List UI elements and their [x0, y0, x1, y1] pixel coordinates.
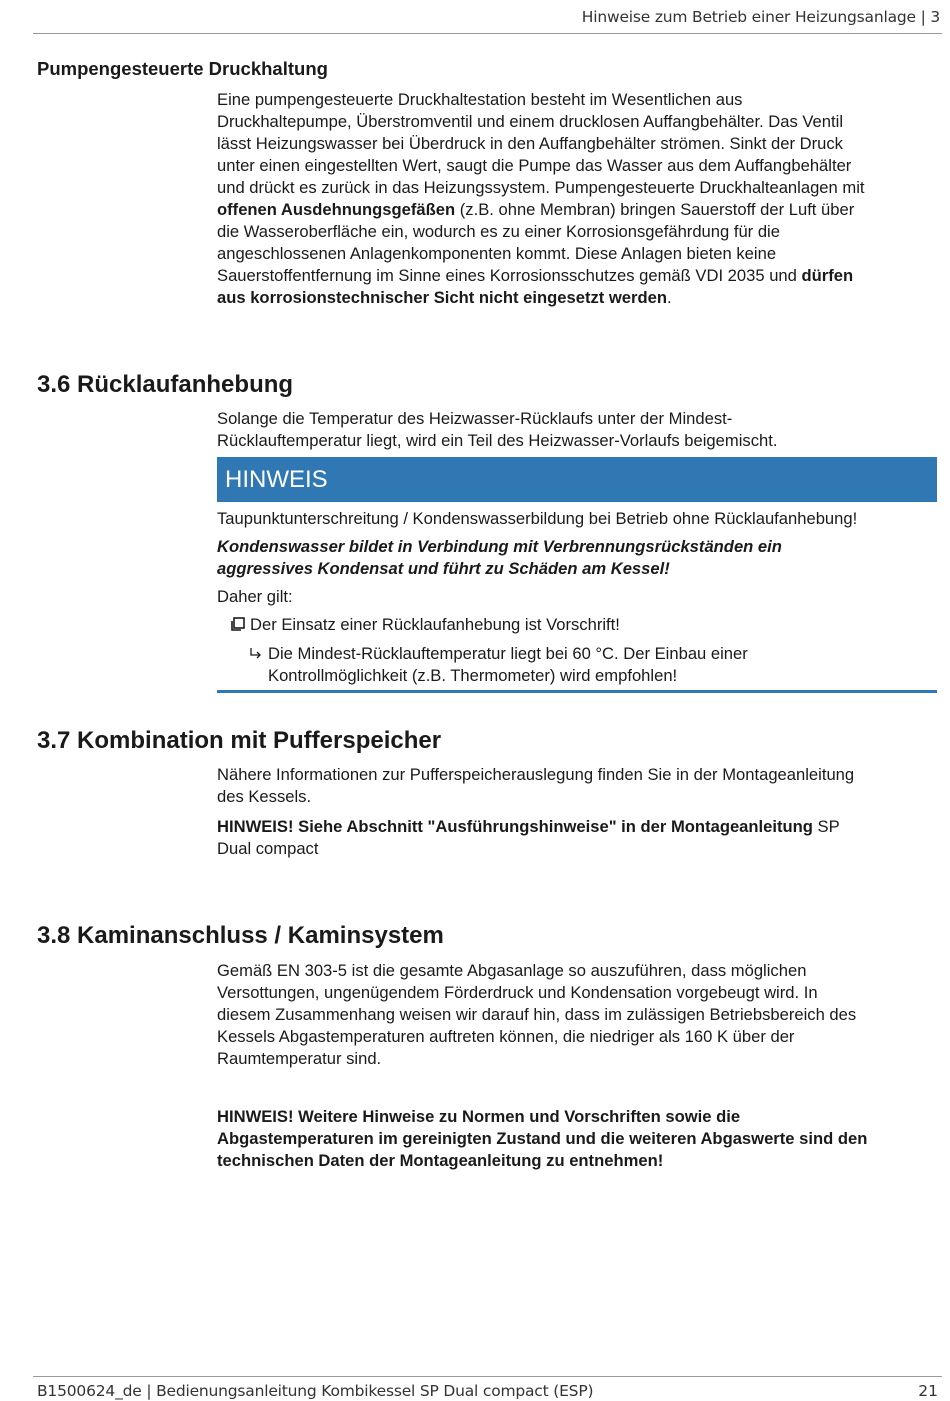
text-line: Dual compact [217, 839, 319, 858]
text-line: aggressives Kondensat und führt zu Schäden am Kessel! [217, 559, 670, 578]
bold-phrase: aus korrosionstechnischer Sicht nicht eingesetzt werden [217, 288, 667, 307]
checkbox-icon [231, 617, 245, 631]
notice-text: Taupunktunterschreitung / Kondenswasserbildung bei Betrieb ohne Rücklaufanhebung! [217, 509, 858, 528]
page-header-title: Hinweise zum Betrieb einer Heizungsanlage | 3 [581, 8, 940, 26]
section-3-8-text [217, 960, 937, 1070]
text-line: diesem Zusammenhang weisen wir darauf hin, dass im zulässigen Betriebsbereich des [217, 1005, 857, 1024]
section-3-7-text [217, 764, 937, 808]
text-line: Die Mindest-Rücklauftemperatur liegt bei 60 °C. Der Einbau einer [268, 644, 748, 663]
footer-document-info: B1500624_de | Bedienungsanleitung Kombikessel SP Dual compact (ESP) [37, 1382, 594, 1400]
bold-phrase: dürfen [801, 266, 854, 285]
notice-banner: HINWEIS [217, 457, 937, 502]
section-heading-3-6: 3.6 Rücklaufanhebung [37, 371, 294, 398]
text-line: Kessels Abgastemperaturen auftreten können, die niedriger als 160 K über der [217, 1027, 795, 1046]
text-line: Kontrollmöglichkeit (z.B. Thermometer) wird empfohlen! [268, 666, 678, 685]
notice-bottom-divider [217, 690, 937, 693]
result-text [268, 643, 928, 687]
text-line [217, 816, 937, 838]
text-line: des Kessels. [217, 787, 312, 806]
header-divider [33, 33, 942, 34]
text-line [217, 199, 937, 221]
text-span: (z.B. ohne Membran) bringen Sauerstoff der Luft über [455, 200, 855, 219]
text-line: Solange die Temperatur des Heizwasser-Rücklaufs unter der Mindest- [217, 409, 733, 428]
section-3-7-hint [217, 816, 937, 860]
text-line [217, 287, 937, 309]
text-line: angeschlossenen Anlagenkomponenten kommt. Diese Anlagen bieten keine [217, 244, 777, 263]
page-number: 21 [918, 1382, 938, 1400]
text-line: Gemäß EN 303-5 ist die gesamte Abgasanlage so auszuführen, dass möglichen [217, 961, 807, 980]
text-line: und drückt es zurück in das Heizungssystem. Pumpengesteuerte Druckhalteanlagen mit [217, 178, 865, 197]
text-line: die Wasseroberfläche ein, wodurch es zu einer Korrosionsgefährdung für die [217, 222, 780, 241]
notice-warning [217, 536, 937, 580]
text-line: Eine pumpengesteuerte Druckhaltestation besteht im Wesentlichen aus [217, 90, 743, 109]
bullet-item [231, 614, 620, 636]
section-3-6-intro [217, 408, 937, 452]
text-span: Sauerstoffentfernung im Sinne eines Korrosionsschutzes gemäß VDI 2035 und [217, 266, 802, 285]
section-heading-3-8: 3.8 Kaminanschluss / Kaminsystem [37, 922, 444, 949]
bullet-text: Der Einsatz einer Rücklaufanhebung ist Vorschrift! [250, 615, 620, 634]
daher-label: Daher gilt: [217, 587, 293, 606]
text-line: unter einen eingestellten Wert, saugt die Pumpe das Wasser aus dem Auffangbehälter [217, 156, 852, 175]
section-heading-3-7: 3.7 Kombination mit Pufferspeicher [37, 727, 442, 754]
section-heading-pump: Pumpengesteuerte Druckhaltung [37, 58, 328, 79]
bold-phrase: HINWEIS! Siehe Abschnitt "Ausführungshinweise" in der Montageanleitung [217, 817, 813, 836]
text-line: Versottungen, ungenügendem Förderdruck und Kondensation vorgebeugt wird. In [217, 983, 818, 1002]
text-line: Druckhaltepumpe, Überstromventil und einem drucklosen Auffangbehälter. Das Ventil [217, 112, 843, 131]
text-line [217, 265, 937, 287]
section-3-8-hint [217, 1106, 937, 1172]
text-span: SP [812, 817, 840, 836]
text-line: HINWEIS! Weitere Hinweise zu Normen und Vorschriften sowie die [217, 1107, 741, 1126]
text-line: Rücklauftemperatur liegt, wird ein Teil des Heizwasser-Vorlaufs beigemischt. [217, 431, 778, 450]
text-line: Abgastemperaturen im gereinigten Zustand und die weiteren Abgaswerte sind den [217, 1129, 868, 1148]
text-line: technischen Daten der Montageanleitung zu entnehmen! [217, 1151, 664, 1170]
result-arrow-icon [249, 647, 263, 661]
text-line: lässt Heizungswasser bei Überdruck in den Auffangbehälter strömen. Sinkt der Druck [217, 134, 843, 153]
pump-paragraph [217, 89, 937, 309]
text-span: . [667, 288, 672, 307]
bold-phrase: offenen Ausdehnungsgefäßen [217, 200, 456, 219]
footer-divider [33, 1376, 942, 1377]
text-line: Kondenswasser bildet in Verbindung mit Verbrennungsrückständen ein [217, 537, 782, 556]
text-line: Raumtemperatur sind. [217, 1049, 382, 1068]
text-line: Nähere Informationen zur Pufferspeicherauslegung finden Sie in der Montageanleitung [217, 765, 855, 784]
